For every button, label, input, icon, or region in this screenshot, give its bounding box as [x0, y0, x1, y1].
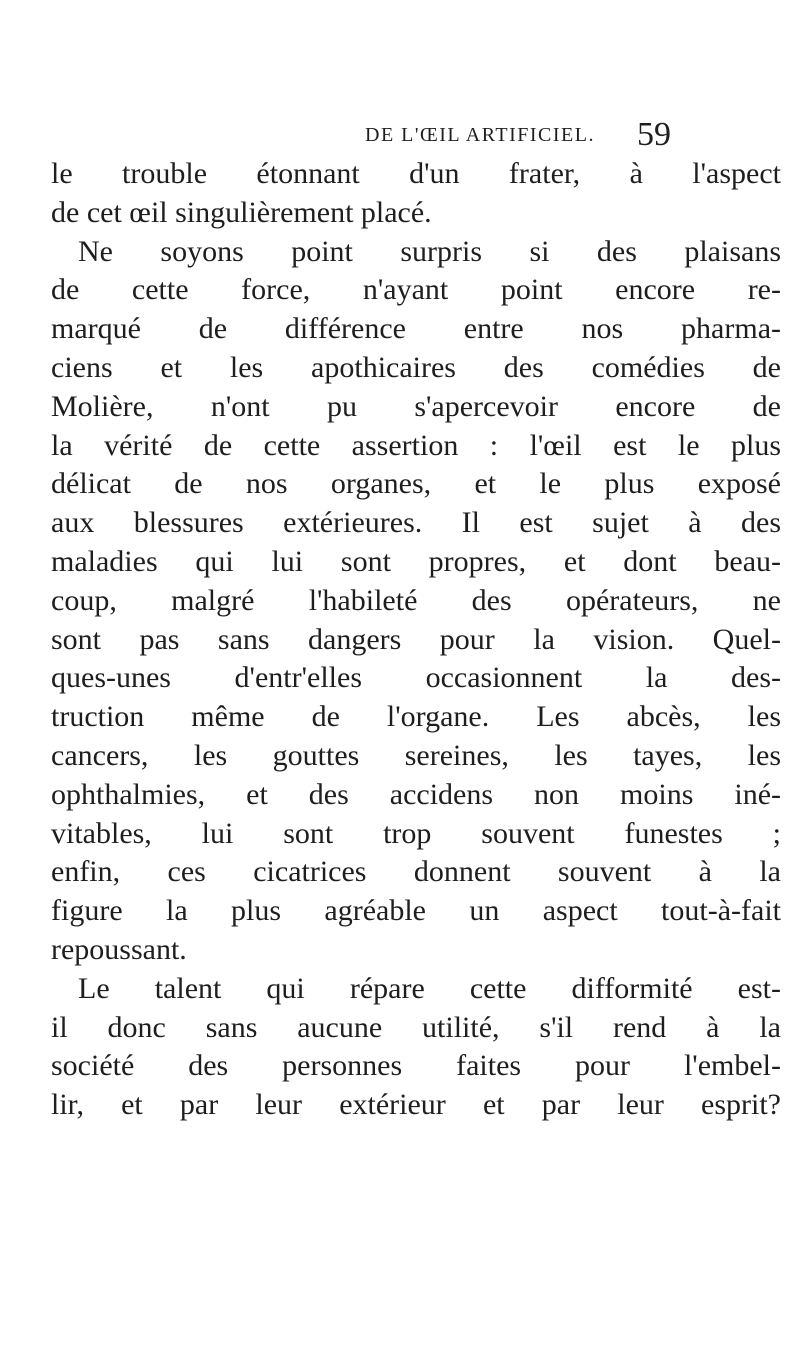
text-line: lir, et par leur extérieur et par leur esprit?: [51, 1088, 781, 1122]
text-line: il donc sans aucune utilité, s'il rend à la: [51, 1010, 781, 1044]
text-line: vitables, lui sont trop souvent funestes ;: [51, 816, 781, 850]
text-line: repoussant.: [51, 932, 187, 966]
running-title: DE L'ŒIL ARTIFICIEL.: [365, 124, 595, 146]
text-line: ophthalmies, et des accidens non moins iné-: [51, 777, 781, 811]
text-line: de cet œil singulièrement placé.: [51, 195, 432, 229]
text-line: coup, malgré l'habileté des opérateurs, ne: [51, 583, 781, 617]
text-line: le trouble étonnant d'un frater, à l'aspect: [51, 157, 781, 190]
text-line: figure la plus agréable un aspect tout-à-fait: [51, 894, 781, 928]
body-text: [51, 155, 781, 1125]
text-line: société des personnes faites pour l'embel-: [51, 1049, 781, 1083]
text-line: aux blessures extérieures. Il est sujet à des: [51, 506, 781, 540]
text-line: truction même de l'organe. Les abcès, les: [51, 700, 781, 734]
text-line: Molière, n'ont pu s'apercevoir encore de: [51, 389, 781, 423]
text-line: ciens et les apothicaires des comédies de: [51, 350, 781, 384]
text-line: marqué de différence entre nos pharma-: [51, 312, 781, 346]
running-head: [320, 115, 700, 155]
text-line: Ne soyons point surpris si des plaisans: [78, 234, 781, 268]
text-line: cancers, les gouttes sereines, les tayes, les: [51, 738, 781, 772]
text-line: ques-unes d'entr'elles occasionnent la des-: [51, 661, 781, 695]
text-line: la vérité de cette assertion : l'œil est le plus: [51, 428, 781, 462]
page-number: 59: [637, 116, 671, 153]
text-line: délicat de nos organes, et le plus exposé: [51, 467, 781, 501]
text-line: Le talent qui répare cette difformité est-: [78, 971, 781, 1005]
text-line: de cette force, n'ayant point encore re-: [51, 273, 781, 307]
text-line: enfin, ces cicatrices donnent souvent à la: [51, 855, 781, 889]
text-line: maladies qui lui sont propres, et dont beau-: [51, 544, 781, 578]
text-line: sont pas sans dangers pour la vision. Quel-: [51, 622, 781, 656]
